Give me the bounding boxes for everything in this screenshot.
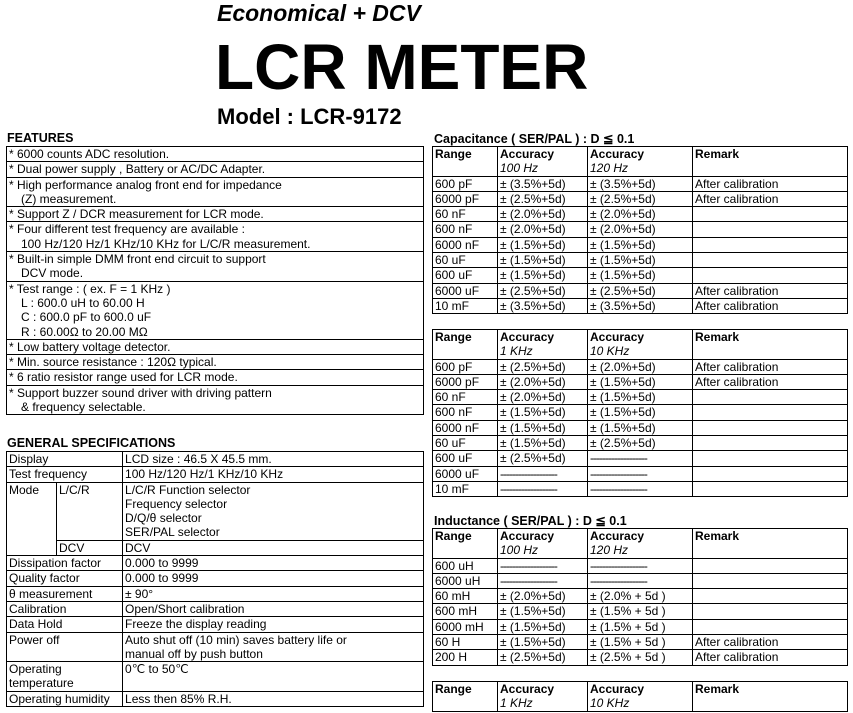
accuracy-cell: ± (1.5%+5d) [588, 405, 693, 420]
spec-value: Open/Short calibration [123, 601, 424, 616]
table-row [433, 420, 848, 435]
table-row [433, 222, 848, 237]
column-header [498, 147, 588, 177]
table-row [433, 481, 848, 496]
column-header [588, 330, 693, 360]
range-cell: 60 uF [433, 253, 498, 268]
accuracy-cell: ± (1.5%+5d) [588, 374, 693, 389]
inductance-table-high-freq [432, 681, 848, 712]
feature-row [7, 385, 424, 415]
accuracy-cell: ± (2.0%+5d) [498, 589, 588, 604]
range-cell: 600 uF [433, 451, 498, 466]
general-specs-table [6, 451, 424, 707]
accuracy-cell: ± (2.0%+5d) [588, 222, 693, 237]
accuracy-cell: ± (2.5%+5d) [498, 650, 588, 665]
feature-text: * Test range : ( ex. F = 1 KHz ) [9, 281, 171, 296]
column-subheader: 10 KHz [590, 696, 630, 711]
subtitle: Economical + DCV [217, 0, 421, 26]
accuracy-cell: ± (2.5%+5d) [498, 283, 588, 298]
features-table [6, 146, 424, 415]
remark-cell: After calibration [693, 650, 848, 665]
range-cell: 600 mH [433, 604, 498, 619]
feature-text-continued: 100 Hz/120 Hz/1 KHz/10 KHz for L/C/R measurement. [21, 236, 311, 251]
features-heading: FEATURES [7, 131, 74, 145]
remark-cell [693, 253, 848, 268]
accuracy-cell: ± (2.5%+5d) [588, 436, 693, 451]
range-cell: 200 H [433, 650, 498, 665]
spec-row [7, 601, 424, 616]
accuracy-cell: ± (1.5%+5d) [498, 635, 588, 650]
spec-row [7, 482, 424, 540]
column-subheader: 120 Hz [590, 543, 629, 558]
column-header-label: Remark [695, 529, 740, 543]
feature-row [7, 339, 424, 354]
spec-label: Data Hold [7, 617, 123, 632]
feature-row [7, 207, 424, 222]
column-header-label: Accuracy [590, 147, 645, 161]
range-cell: 6000 uF [433, 466, 498, 481]
remark-cell [693, 619, 848, 634]
column-header [693, 682, 848, 712]
column-header-label: Accuracy [590, 330, 645, 344]
column-header [693, 529, 848, 559]
range-cell: 10 mF [433, 298, 498, 313]
feature-item [7, 385, 424, 415]
feature-row [7, 147, 424, 162]
table-row [433, 650, 848, 665]
remark-cell: After calibration [693, 359, 848, 374]
accuracy-cell: ------------------- [498, 481, 588, 496]
accuracy-cell: ± (2.0%+5d) [588, 359, 693, 374]
accuracy-cell: ± (2.0%+5d) [498, 207, 588, 222]
column-header-label: Range [435, 147, 472, 161]
column-header-label: Remark [695, 147, 740, 161]
column-subheader: 1 KHz [500, 344, 533, 359]
feature-text-continued: R : 60.00Ω to 20.00 MΩ [21, 324, 148, 339]
table-row [433, 635, 848, 650]
remark-cell [693, 451, 848, 466]
remark-cell [693, 436, 848, 451]
accuracy-cell: ± (1.5%+5d) [588, 420, 693, 435]
remark-cell [693, 604, 848, 619]
accuracy-cell: ------------------- [588, 481, 693, 496]
column-header [433, 682, 498, 712]
accuracy-cell: ± (1.5%+5d) [588, 390, 693, 405]
range-cell: 60 nF [433, 390, 498, 405]
poweroff-line: Auto shut off (10 min) saves battery life or [125, 632, 347, 647]
feature-item [7, 355, 424, 370]
feature-item [7, 252, 424, 282]
optemp-label-line: temperature [9, 676, 74, 691]
accuracy-cell: ± (1.5%+5d) [498, 405, 588, 420]
table-row [433, 207, 848, 222]
range-cell: 60 uF [433, 436, 498, 451]
column-header [588, 682, 693, 712]
column-header-label: Accuracy [500, 147, 555, 161]
remark-cell [693, 268, 848, 283]
accuracy-cell: ± (2.0% + 5d ) [588, 589, 693, 604]
accuracy-cell: ± (2.0%+5d) [588, 207, 693, 222]
table-header-row [433, 330, 848, 360]
spec-label: θ measurement [7, 586, 123, 601]
table-row [433, 390, 848, 405]
spec-value: 0℃ to 50℃ [123, 662, 424, 692]
accuracy-cell: ± (2.5%+5d) [588, 283, 693, 298]
feature-item [7, 339, 424, 354]
remark-cell: After calibration [693, 283, 848, 298]
accuracy-cell: ± (1.5% + 5d ) [588, 619, 693, 634]
accuracy-cell: ± (3.5%+5d) [498, 298, 588, 313]
table-row [433, 298, 848, 313]
spec-label: Power off [7, 632, 123, 662]
accuracy-cell: ± (1.5%+5d) [498, 436, 588, 451]
mode-lcr-line: L/C/R Function selector [125, 482, 251, 497]
column-header [433, 330, 498, 360]
spec-value: Less then 85% R.H. [123, 691, 424, 706]
table-row [433, 374, 848, 389]
column-header [588, 529, 693, 559]
spec-label: Dissipation factor [7, 556, 123, 571]
accuracy-cell: ± (2.0%+5d) [498, 374, 588, 389]
remark-cell [693, 481, 848, 496]
feature-item [7, 147, 424, 162]
accuracy-cell: ± (1.5%+5d) [498, 237, 588, 252]
feature-text-continued: C : 600.0 pF to 600.0 uF [21, 310, 152, 325]
spec-label: Operating humidity [7, 691, 123, 706]
feature-row [7, 222, 424, 252]
remark-cell [693, 558, 848, 573]
spec-value: LCD size : 46.5 X 45.5 mm. [123, 452, 424, 467]
feature-text: * Support buzzer sound driver with driving pattern [9, 385, 272, 400]
spec-row [7, 540, 424, 555]
spec-row [7, 617, 424, 632]
feature-text: * High performance analog front end for impedance [9, 177, 282, 192]
feature-text-continued: L : 600.0 uH to 60.00 H [21, 295, 145, 310]
column-subheader: 100 Hz [500, 161, 539, 176]
feature-item [7, 370, 424, 385]
spec-row [7, 662, 424, 692]
spec-row [7, 467, 424, 482]
spec-value [123, 482, 424, 540]
accuracy-cell: ------------------- [588, 573, 693, 588]
feature-row [7, 281, 424, 339]
feature-item [7, 222, 424, 252]
spec-row [7, 632, 424, 662]
remark-cell [693, 222, 848, 237]
table-row [433, 604, 848, 619]
remark-cell [693, 207, 848, 222]
column-subheader: 10 KHz [590, 344, 630, 359]
range-cell: 6000 mH [433, 619, 498, 634]
spec-sublabel: L/C/R [57, 482, 123, 540]
table-header-row [433, 529, 848, 559]
table-row [433, 558, 848, 573]
feature-text: * Low battery voltage detector. [9, 339, 171, 354]
accuracy-cell: ± (2.5% + 5d ) [588, 650, 693, 665]
column-subheader: 100 Hz [500, 543, 539, 558]
table-row [433, 405, 848, 420]
spec-sublabel: DCV [57, 540, 123, 555]
spec-value: DCV [123, 540, 424, 555]
range-cell: 6000 uH [433, 573, 498, 588]
column-header [433, 529, 498, 559]
table-header-row [433, 682, 848, 712]
remark-cell [693, 405, 848, 420]
optemp-label-line: Operating [9, 662, 62, 677]
column-header-label: Accuracy [500, 529, 555, 543]
feature-text: * Dual power supply , Battery or AC/DC Adapter. [9, 162, 266, 177]
spec-value [123, 632, 424, 662]
inductance-table-low-freq [432, 528, 848, 666]
feature-item [7, 162, 424, 177]
column-header [433, 147, 498, 177]
accuracy-cell: ± (1.5%+5d) [498, 268, 588, 283]
feature-text: * Four different test frequency are available : [9, 222, 245, 237]
capacitance-table-low-freq [432, 146, 848, 314]
table-row [433, 573, 848, 588]
table-row [433, 436, 848, 451]
capacitance-table-high-freq [432, 329, 848, 497]
range-cell: 600 pF [433, 359, 498, 374]
spec-label: Quality factor [7, 571, 123, 586]
inductance-heading: Inductance ( SER/PAL ) : D ≦ 0.1 [434, 514, 627, 528]
spec-row [7, 556, 424, 571]
feature-text: * Support Z / DCR measurement for LCR mode. [9, 207, 264, 222]
range-cell: 6000 pF [433, 191, 498, 206]
table-row [433, 451, 848, 466]
range-cell: 600 nF [433, 222, 498, 237]
remark-cell: After calibration [693, 176, 848, 191]
accuracy-cell: ------------------- [498, 466, 588, 481]
feature-text-continued: DCV mode. [21, 266, 84, 281]
spec-row [7, 586, 424, 601]
accuracy-cell: ± (1.5%+5d) [588, 268, 693, 283]
table-row [433, 619, 848, 634]
table-row [433, 237, 848, 252]
spec-row [7, 691, 424, 706]
column-header-label: Remark [695, 682, 740, 696]
table-header-row [433, 147, 848, 177]
spec-label: Calibration [7, 601, 123, 616]
column-header [498, 330, 588, 360]
column-subheader: 1 KHz [500, 696, 533, 711]
capacitance-heading: Capacitance ( SER/PAL ) : D ≦ 0.1 [434, 132, 635, 146]
remark-cell [693, 589, 848, 604]
accuracy-cell: ± (1.5% + 5d ) [588, 635, 693, 650]
accuracy-cell: ------------------- [498, 573, 588, 588]
remark-cell [693, 420, 848, 435]
feature-item [7, 207, 424, 222]
range-cell: 10 mF [433, 481, 498, 496]
feature-text: * Built-in simple DMM front end circuit to support [9, 252, 266, 267]
accuracy-cell: ------------------- [588, 451, 693, 466]
column-header-label: Range [435, 529, 472, 543]
spec-value: ± 90° [123, 586, 424, 601]
remark-cell [693, 390, 848, 405]
remark-cell: After calibration [693, 635, 848, 650]
accuracy-cell: ± (1.5%+5d) [498, 420, 588, 435]
accuracy-cell: ± (2.5%+5d) [498, 359, 588, 374]
accuracy-cell: ± (2.5%+5d) [588, 191, 693, 206]
remark-cell: After calibration [693, 298, 848, 313]
spec-row [7, 571, 424, 586]
table-row [433, 466, 848, 481]
feature-text: * 6000 counts ADC resolution. [9, 147, 170, 161]
range-cell: 60 nF [433, 207, 498, 222]
model-name: Model : LCR-9172 [217, 104, 402, 129]
column-header [693, 147, 848, 177]
spec-label: Mode [7, 482, 57, 555]
general-specs-heading: GENERAL SPECIFICATIONS [7, 436, 176, 450]
remark-cell [693, 466, 848, 481]
table-row [433, 268, 848, 283]
range-cell: 6000 nF [433, 420, 498, 435]
accuracy-cell: ± (1.5%+5d) [498, 253, 588, 268]
range-cell: 6000 pF [433, 374, 498, 389]
column-header [693, 330, 848, 360]
accuracy-cell: ± (3.5%+5d) [588, 176, 693, 191]
column-header-label: Accuracy [500, 682, 555, 696]
page-title: LCR METER [215, 31, 589, 103]
column-header-label: Remark [695, 330, 740, 344]
table-row [433, 359, 848, 374]
remark-cell: After calibration [693, 374, 848, 389]
column-header [588, 147, 693, 177]
remark-cell [693, 573, 848, 588]
accuracy-cell: ± (2.0%+5d) [498, 222, 588, 237]
column-header-label: Accuracy [500, 330, 555, 344]
table-row [433, 253, 848, 268]
column-header-label: Range [435, 330, 472, 344]
accuracy-cell: ± (2.5%+5d) [498, 451, 588, 466]
feature-item [7, 281, 424, 339]
range-cell: 600 uF [433, 268, 498, 283]
poweroff-line: manual off by push button [125, 646, 263, 661]
range-cell: 60 H [433, 635, 498, 650]
accuracy-cell: ------------------- [498, 558, 588, 573]
accuracy-cell: ------------------- [588, 466, 693, 481]
range-cell: 6000 uF [433, 283, 498, 298]
spec-label: Test frequency [7, 467, 123, 482]
range-cell: 60 mH [433, 589, 498, 604]
spec-value: 0.000 to 9999 [123, 571, 424, 586]
table-row [433, 191, 848, 206]
spec-row [7, 452, 424, 467]
feature-text-continued: (Z) measurement. [21, 191, 117, 206]
feature-row [7, 355, 424, 370]
mode-lcr-line: D/Q/θ selector [125, 511, 202, 526]
table-row [433, 283, 848, 298]
feature-row [7, 252, 424, 282]
feature-text-continued: & frequency selectable. [21, 400, 146, 415]
mode-lcr-line: Frequency selector [125, 496, 228, 511]
table-row [433, 589, 848, 604]
spec-value: Freeze the display reading [123, 617, 424, 632]
column-header-label: Accuracy [590, 682, 645, 696]
spec-value: 0.000 to 9999 [123, 556, 424, 571]
column-subheader: 120 Hz [590, 161, 629, 176]
range-cell: 600 nF [433, 405, 498, 420]
range-cell: 6000 nF [433, 237, 498, 252]
accuracy-cell: ± (1.5%+5d) [498, 604, 588, 619]
feature-row [7, 370, 424, 385]
feature-row [7, 177, 424, 207]
column-header-label: Range [435, 682, 472, 696]
accuracy-cell: ------------------- [588, 558, 693, 573]
accuracy-cell: ± (1.5%+5d) [588, 253, 693, 268]
column-header [498, 682, 588, 712]
accuracy-cell: ± (1.5%+5d) [498, 619, 588, 634]
spec-label: Display [7, 452, 123, 467]
accuracy-cell: ± (1.5%+5d) [588, 237, 693, 252]
feature-item [7, 177, 424, 207]
accuracy-cell: ± (3.5%+5d) [588, 298, 693, 313]
feature-text: * 6 ratio resistor range used for LCR mode. [9, 370, 238, 385]
feature-text: * Min. source resistance : 120Ω typical. [9, 355, 217, 370]
column-header-label: Accuracy [590, 529, 645, 543]
accuracy-cell: ± (2.0%+5d) [498, 390, 588, 405]
accuracy-cell: ± (1.5% + 5d ) [588, 604, 693, 619]
remark-cell: After calibration [693, 191, 848, 206]
spec-value: 100 Hz/120 Hz/1 KHz/10 KHz [123, 467, 424, 482]
remark-cell [693, 237, 848, 252]
range-cell: 600 pF [433, 176, 498, 191]
accuracy-cell: ± (3.5%+5d) [498, 176, 588, 191]
mode-lcr-line: SER/PAL selector [125, 525, 220, 540]
feature-row [7, 162, 424, 177]
table-row [433, 176, 848, 191]
accuracy-cell: ± (2.5%+5d) [498, 191, 588, 206]
range-cell: 600 uH [433, 558, 498, 573]
spec-label [7, 662, 123, 692]
column-header [498, 529, 588, 559]
